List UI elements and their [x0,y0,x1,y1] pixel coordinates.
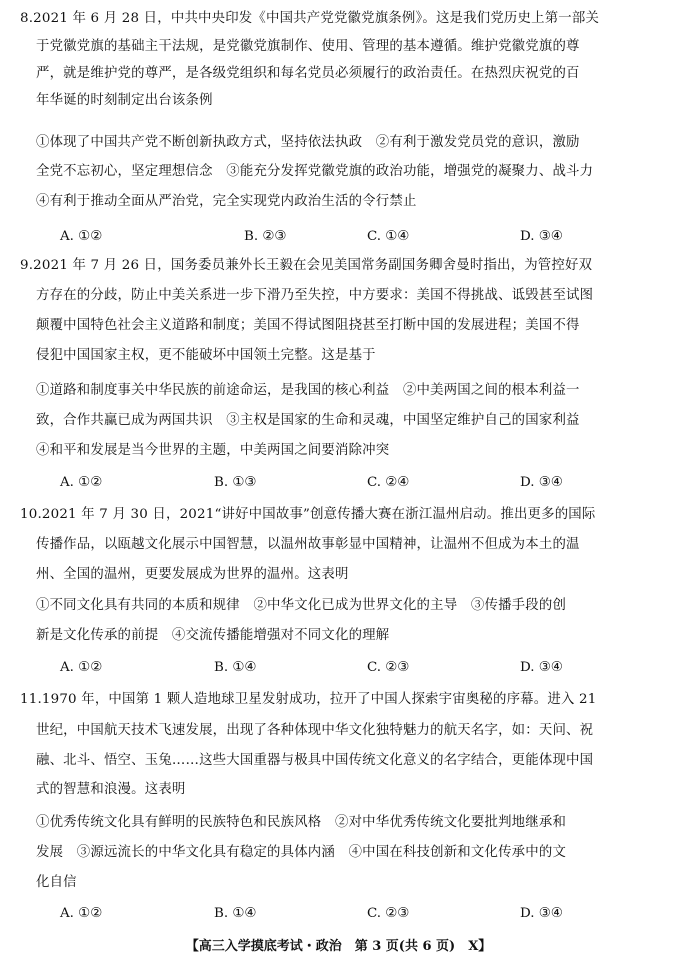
question-11-line-4: 式的智慧和浪漫。这表明 [36,782,186,797]
question-9-statement-line-1: ①道路和制度事关中华民族的前途命运，是我国的核心利益 ②中美两国之间的根本利益一 [36,383,580,398]
question-8-statement-line-1: ①体现了中国共产党不断创新执政方式，坚持依法执政 ②有利于激发党员党的意识，激励 [36,135,580,150]
question-10-statement-line-2: 新是文化传承的前提 ④交流传播能增强对不同文化的理解 [36,628,390,643]
question-10-option-d: D. ③④ [520,660,563,675]
question-11-option-d: D. ③④ [520,906,563,921]
question-11-line-1: 11.1970 年，中国第 1 颗人造地球卫星发射成功，拉开了中国人探索宇宙奥秘的序幕。进入 21 [20,692,597,707]
page-footer: 【高三入学摸底考试・政治 第 3 页(共 6 页) X】 [185,939,492,954]
question-11-options [0,905,677,923]
question-11-statement-line-2: 发展 ③源远流长的中华文化具有稳定的具体内涵 ④中国在科技创新和文化传承中的文 [36,845,567,860]
question-9-options [0,474,677,492]
question-8-line-1: 8.2021 年 6 月 28 日，中共中央印发《中国共产党党徽党旗条例》。这是我们党历史上第一部关 [20,11,600,26]
question-8-statement-line-2: 全党不忘初心，坚定理想信念 ③能充分发挥党徽党旗的政治功能，增强党的凝聚力、战斗力 [36,164,594,179]
question-10-option-b: B. ①④ [214,660,257,675]
question-8-options [0,228,677,246]
question-8-statement-line-3: ④有利于推动全面从严治党，完全实现党内政治生活的令行禁止 [36,194,417,209]
question-9-statement-line-2: 致，合作共赢已成为两国共识 ③主权是国家的生命和灵魂，中国坚定维护自己的国家利益 [36,413,580,428]
question-10-option-c: C. ②③ [367,660,410,675]
question-11-statement-line-3: 化自信 [36,875,77,890]
question-9-statement-line-3: ④和平和发展是当今世界的主题，中美两国之间要消除冲突 [36,443,390,458]
question-9-line-3: 颠覆中国特色社会主义道路和制度；美国不得试图阻挠甚至打断中国的发展进程；美国不得 [36,318,580,333]
question-11-option-b: B. ①④ [214,906,257,921]
question-8-option-b: B. ②③ [244,229,287,244]
question-9-option-c: C. ②④ [367,475,410,490]
question-8-line-3: 严，就是维护党的尊严，是各级党组织和每名党员必须履行的政治责任。在热烈庆祝党的百 [36,66,580,81]
question-8-option-c: C. ①④ [367,229,410,244]
question-11-option-a: A. ①② [60,906,103,921]
question-11-line-3: 融、北斗、悟空、玉兔……这些大国重器与极具中国传统文化意义的名字结合，更能体现中国 [36,753,594,768]
question-9-line-2: 方存在的分歧，防止中美关系进一步下滑乃至失控，中方要求：美国不得挑战、诋毁甚至试图 [36,288,594,303]
question-8-line-2: 于党徽党旗的基础主干法规，是党徽党旗制作、使用、管理的基本遵循。维护党徽党旗的尊 [36,39,580,54]
question-10-line-3: 州、全国的温州，更要发展成为世界的温州。这表明 [36,567,349,582]
question-10-line-2: 传播作品，以瓯越文化展示中国智慧，以温州故事彰显中国精神，让温州不但成为本土的温 [36,537,580,552]
question-9-option-b: B. ①③ [214,475,257,490]
question-9-line-4: 侵犯中国国家主权，更不能破坏中国领土完整。这是基于 [36,348,376,363]
question-8-line-4: 年华诞的时刻制定出台该条例 [36,93,213,108]
question-8-option-d: D. ③④ [520,229,563,244]
question-10-statement-line-1: ①不同文化具有共同的本质和规律 ②中华文化已成为世界文化的主导 ③传播手段的创 [36,598,567,613]
question-9-line-1: 9.2021 年 7 月 26 日，国务委员兼外长王毅在会见美国常务副国务卿舍曼时指出，为管控好双 [20,258,593,273]
question-10-option-a: A. ①② [60,660,103,675]
question-9-option-a: A. ①② [60,475,103,490]
question-10-options [0,659,677,677]
question-9-option-d: D. ③④ [520,475,563,490]
question-11-line-2: 世纪，中国航天技术飞速发展，出现了各种体现中华文化独特魅力的航天名字，如：天问、祝 [36,723,594,738]
question-10-line-1: 10.2021 年 7 月 30 日，2021“讲好中国故事”创意传播大赛在浙江温州启动。推出更多的国际 [20,507,596,522]
question-11-option-c: C. ②③ [367,906,410,921]
question-8-option-a: A. ①② [60,229,103,244]
question-11-statement-line-1: ①优秀传统文化具有鲜明的民族特色和民族风格 ②对中华优秀传统文化要批判地继承和 [36,815,567,830]
